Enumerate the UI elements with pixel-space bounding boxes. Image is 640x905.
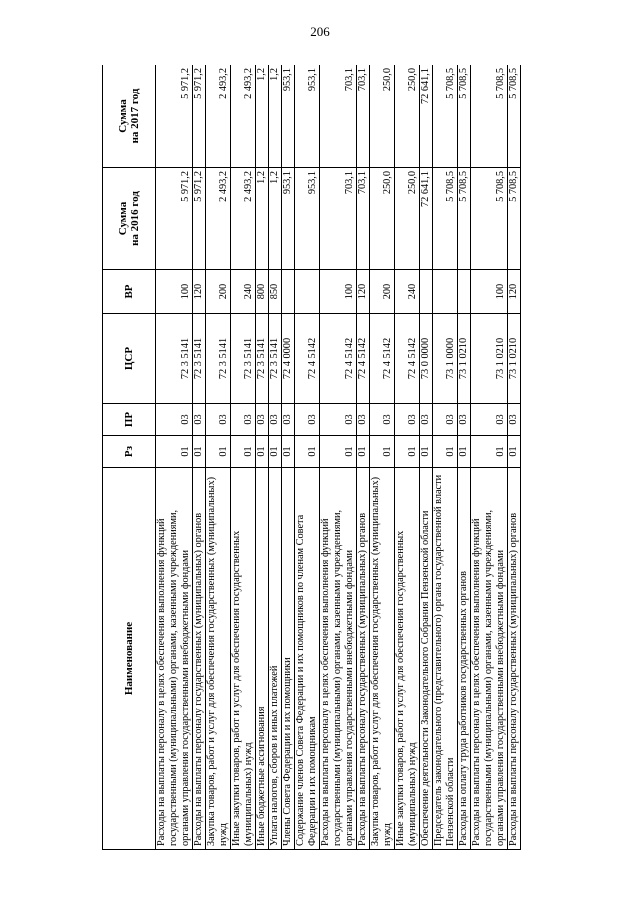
cell-pr: 03: [370, 404, 395, 436]
cell-vr: [282, 270, 295, 314]
cell-name: Обеспечение деятельности Законодательного Собрания Пензенской области: [420, 468, 433, 850]
cell-sum-2016: 5 708,5: [433, 168, 458, 270]
cell-rz: 01: [508, 436, 521, 468]
cell-rz: 01: [256, 436, 269, 468]
table-row: [256, 65, 269, 850]
cell-vr: [420, 270, 433, 314]
cell-name: Председатель законодательного (представительного) органа государственной власти Пензенской области: [433, 468, 458, 850]
cell-sum-2016: 250,0: [395, 168, 420, 270]
cell-name: Закупка товаров, работ и услуг для обеспечения государственных (муниципальных) нужд: [206, 468, 231, 850]
header-vr: ВР: [103, 270, 156, 314]
cell-sum-2016: 2 493,2: [206, 168, 231, 270]
table-body: [156, 65, 521, 850]
cell-name: Расходы на выплаты персоналу государственных (муниципальных) органов: [193, 468, 206, 850]
cell-sum-2016: 5 708,5: [458, 168, 471, 270]
cell-pr: 03: [193, 404, 206, 436]
cell-rz: 01: [231, 436, 256, 468]
cell-csr: 72 3 5141: [231, 314, 256, 404]
cell-name: Содержание членов Совета Федерации и их помощников по членам Совета Федерации и их помощникам: [295, 468, 320, 850]
cell-sum-2017: 703,1: [320, 65, 357, 168]
cell-pr: 03: [231, 404, 256, 436]
header-pr: ПР: [103, 404, 156, 436]
cell-vr: 850: [269, 270, 282, 314]
table-row: [282, 65, 295, 850]
cell-sum-2017: 703,1: [357, 65, 370, 168]
table-row: [370, 65, 395, 850]
cell-name: Расходы на оплату труда работников государственных органов: [458, 468, 471, 850]
cell-pr: 03: [156, 404, 193, 436]
cell-sum-2016: 250,0: [370, 168, 395, 270]
cell-rz: 01: [206, 436, 231, 468]
cell-sum-2016: 5 708,5: [471, 168, 508, 270]
cell-sum-2016: 1,2: [256, 168, 269, 270]
cell-rz: 01: [395, 436, 420, 468]
cell-sum-2016: 5 971,2: [193, 168, 206, 270]
table-viewport: [102, 65, 546, 850]
cell-sum-2017: 250,0: [370, 65, 395, 168]
cell-name: Иные бюджетные ассигнования: [256, 468, 269, 850]
cell-vr: 800: [256, 270, 269, 314]
table-row: [508, 65, 521, 850]
cell-pr: 03: [206, 404, 231, 436]
cell-sum-2017: 5 708,5: [508, 65, 521, 168]
cell-csr: 72 3 5141: [206, 314, 231, 404]
table-row: [231, 65, 256, 850]
cell-vr: 120: [193, 270, 206, 314]
cell-sum-2017: 2 493,2: [231, 65, 256, 168]
cell-pr: 03: [295, 404, 320, 436]
cell-pr: 03: [420, 404, 433, 436]
rotated-table-container: [102, 65, 546, 850]
cell-sum-2016: 703,1: [357, 168, 370, 270]
cell-rz: 01: [458, 436, 471, 468]
cell-rz: 01: [471, 436, 508, 468]
cell-rz: 01: [320, 436, 357, 468]
cell-name: Члены Совета Федерации и их помощники: [282, 468, 295, 850]
cell-rz: 01: [193, 436, 206, 468]
cell-pr: 03: [256, 404, 269, 436]
cell-csr: 73 1 0000: [433, 314, 458, 404]
cell-rz: 01: [357, 436, 370, 468]
cell-rz: 01: [156, 436, 193, 468]
cell-name: Расходы на выплаты персоналу государственных (муниципальных) органов: [357, 468, 370, 850]
cell-pr: 03: [282, 404, 295, 436]
cell-name: Расходы на выплаты персоналу в целях обеспечения выполнения функций государственными (муниципальными) органами, казенными учреждениями, органами управления государственными внебюджетными фондами: [471, 468, 508, 850]
cell-pr: 03: [433, 404, 458, 436]
cell-csr: 72 4 5142: [320, 314, 357, 404]
cell-vr: 120: [508, 270, 521, 314]
cell-sum-2017: 2 493,2: [206, 65, 231, 168]
cell-sum-2017: 5 708,5: [471, 65, 508, 168]
cell-vr: [295, 270, 320, 314]
cell-vr: [433, 270, 458, 314]
budget-table: [102, 65, 521, 850]
cell-sum-2016: 953,1: [282, 168, 295, 270]
table-row: [395, 65, 420, 850]
cell-sum-2017: 5 971,2: [193, 65, 206, 168]
cell-sum-2016: 703,1: [320, 168, 357, 270]
cell-vr: 240: [395, 270, 420, 314]
cell-csr: 73 1 0210: [471, 314, 508, 404]
cell-sum-2017: 953,1: [295, 65, 320, 168]
cell-sum-2017: 250,0: [395, 65, 420, 168]
table-row: [269, 65, 282, 850]
table-row: [156, 65, 193, 850]
cell-csr: 72 3 5141: [193, 314, 206, 404]
cell-csr: 72 4 5142: [370, 314, 395, 404]
cell-csr: 72 3 5141: [269, 314, 282, 404]
cell-rz: 01: [282, 436, 295, 468]
cell-rz: 01: [269, 436, 282, 468]
page-number: 206: [310, 24, 330, 39]
cell-csr: 73 1 0210: [458, 314, 471, 404]
table-row: [471, 65, 508, 850]
cell-vr: 100: [320, 270, 357, 314]
table-row: [357, 65, 370, 850]
header-sum-2016: Сумма на 2016 год: [103, 168, 156, 270]
cell-vr: 240: [231, 270, 256, 314]
cell-pr: 03: [458, 404, 471, 436]
cell-csr: 72 3 5141: [256, 314, 269, 404]
cell-pr: 03: [395, 404, 420, 436]
cell-name: Иные закупки товаров, работ и услуг для обеспечения государственных (муниципальных) нужд: [395, 468, 420, 850]
cell-vr: [458, 270, 471, 314]
cell-sum-2016: 2 493,2: [231, 168, 256, 270]
cell-sum-2017: 5 971,2: [156, 65, 193, 168]
table-row: [193, 65, 206, 850]
cell-csr: 73 1 0210: [508, 314, 521, 404]
cell-name: Уплата налогов, сборов и иных платежей: [269, 468, 282, 850]
cell-pr: 03: [471, 404, 508, 436]
cell-name: Закупка товаров, работ и услуг для обеспечения государственных (муниципальных) нужд: [370, 468, 395, 850]
header-name: Наименование: [103, 468, 156, 850]
cell-sum-2016: 5 971,2: [156, 168, 193, 270]
cell-name: Расходы на выплаты персоналу государственных (муниципальных) органов: [508, 468, 521, 850]
cell-csr: 72 4 5142: [357, 314, 370, 404]
cell-csr: 72 4 5142: [295, 314, 320, 404]
cell-sum-2017: 72 641,1: [420, 65, 433, 168]
table-row: [433, 65, 458, 850]
cell-pr: 03: [508, 404, 521, 436]
cell-sum-2017: 1,2: [269, 65, 282, 168]
cell-sum-2016: 1,2: [269, 168, 282, 270]
cell-rz: 01: [433, 436, 458, 468]
cell-rz: 01: [370, 436, 395, 468]
table-row: [320, 65, 357, 850]
table-header-row: [103, 65, 156, 850]
cell-pr: 03: [269, 404, 282, 436]
cell-name: Расходы на выплаты персоналу в целях обеспечения выполнения функций государственными (муниципальными) органами, казенными учреждениями, органами управления государственными внебюджетными фондами: [156, 468, 193, 850]
cell-vr: 200: [206, 270, 231, 314]
cell-vr: 100: [156, 270, 193, 314]
table-row: [206, 65, 231, 850]
cell-sum-2016: 5 708,5: [508, 168, 521, 270]
cell-pr: 03: [320, 404, 357, 436]
cell-csr: 72 4 5142: [395, 314, 420, 404]
cell-rz: 01: [295, 436, 320, 468]
cell-sum-2016: 953,1: [295, 168, 320, 270]
table-row: [295, 65, 320, 850]
cell-vr: 100: [471, 270, 508, 314]
cell-vr: 120: [357, 270, 370, 314]
cell-vr: 200: [370, 270, 395, 314]
header-csr: ЦСР: [103, 314, 156, 404]
table-row: [458, 65, 471, 850]
cell-csr: 72 3 5141: [156, 314, 193, 404]
cell-name: Иные закупки товаров, работ и услуг для обеспечения государственных (муниципальных) нужд: [231, 468, 256, 850]
cell-rz: 01: [420, 436, 433, 468]
cell-csr: 73 0 0000: [420, 314, 433, 404]
cell-csr: 72 4 0000: [282, 314, 295, 404]
cell-sum-2017: 5 708,5: [433, 65, 458, 168]
cell-sum-2016: 72 641,1: [420, 168, 433, 270]
table-row: [420, 65, 433, 850]
cell-sum-2017: 5 708,5: [458, 65, 471, 168]
header-rz: Рз: [103, 436, 156, 468]
cell-name: Расходы на выплаты персоналу в целях обеспечения выполнения функций государственными (муниципальными) органами, казенными учреждениями, органами управления государственными внебюджетными фондами: [320, 468, 357, 850]
cell-pr: 03: [357, 404, 370, 436]
cell-sum-2017: 953,1: [282, 65, 295, 168]
header-sum-2017: Сумма на 2017 год: [103, 65, 156, 168]
cell-sum-2017: 1,2: [256, 65, 269, 168]
